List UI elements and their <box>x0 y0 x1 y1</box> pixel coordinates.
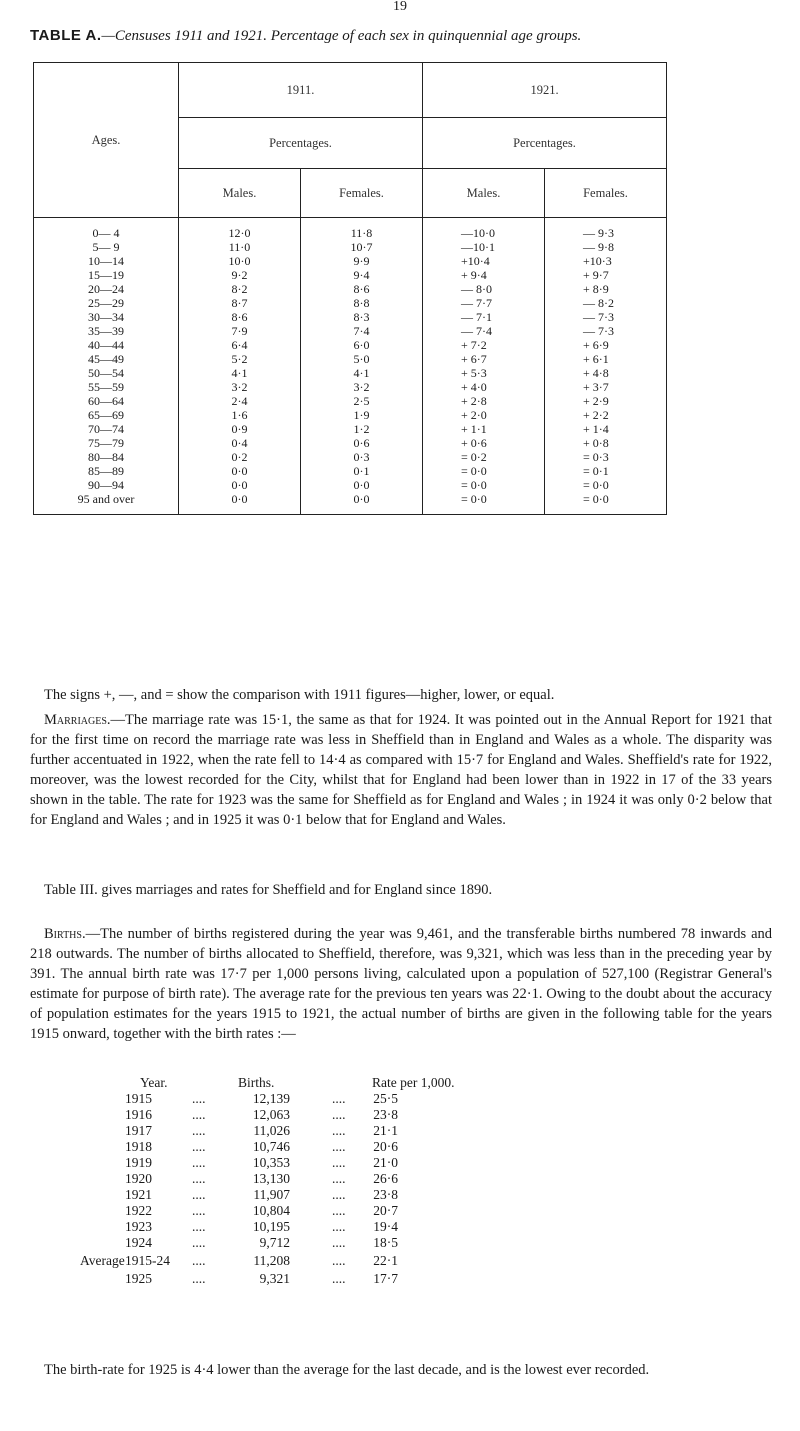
age-group-row <box>34 282 667 296</box>
females-1911-cell: 6·0 <box>301 338 423 352</box>
leader-dots: .... <box>332 1235 346 1250</box>
females-1921-cell: + 0·8 <box>545 436 667 450</box>
females-1921-cell: + 9·7 <box>545 268 667 282</box>
females-1921-cell: + 2·9 <box>545 394 667 408</box>
males-1921-header: Males. <box>423 169 545 218</box>
rate-cell: 20·7 <box>373 1203 398 1218</box>
males-1921-cell: + 6·7 <box>423 352 545 366</box>
leader-dots: .... <box>192 1187 206 1202</box>
males-1911-cell: 12·0 <box>179 218 301 241</box>
males-1921-cell: = 0·0 <box>423 478 545 492</box>
final-births: 9,321 <box>259 1271 290 1286</box>
males-1911-cell: 5·2 <box>179 352 301 366</box>
leader-dots: .... <box>192 1235 206 1250</box>
males-1911-cell: 0·0 <box>179 478 301 492</box>
males-1921-cell: = 0·0 <box>423 492 545 515</box>
males-1921-cell: —10·1 <box>423 240 545 254</box>
age-group-row <box>34 254 667 268</box>
males-1921-cell: —10·0 <box>423 218 545 241</box>
births-average-row <box>80 1253 680 1269</box>
births-cell: 10,746 <box>252 1139 290 1154</box>
births-cell: 11,907 <box>253 1187 290 1202</box>
age-cell: 5— 9 <box>34 240 179 254</box>
females-1921-cell: — 9·3 <box>545 218 667 241</box>
females-1911-cell: 10·7 <box>301 240 423 254</box>
age-group-row <box>34 380 667 394</box>
table-iii-note: Table III. gives marriages and rates for Sheffield and for England since 1890. <box>44 882 493 898</box>
males-1911-cell: 0·0 <box>179 492 301 515</box>
age-group-row <box>34 218 667 241</box>
leader-dots: .... <box>332 1271 346 1286</box>
births-row <box>80 1107 680 1123</box>
births-table <box>80 1075 680 1287</box>
leader-dots: .... <box>192 1253 206 1268</box>
females-1911-cell: 7·4 <box>301 324 423 338</box>
table-label: TABLE A. <box>30 27 102 44</box>
births-cell: 11,026 <box>253 1123 290 1138</box>
age-cell: 85—89 <box>34 464 179 478</box>
leader-dots: .... <box>332 1219 346 1234</box>
leader-dots: .... <box>192 1271 206 1286</box>
average-label: Average <box>80 1253 125 1268</box>
males-1911-cell: 3·2 <box>179 380 301 394</box>
males-1911-cell: 8·2 <box>179 282 301 296</box>
leader-dots: .... <box>192 1139 206 1154</box>
females-1911-cell: 9·9 <box>301 254 423 268</box>
births-column-header: Births. <box>238 1075 275 1090</box>
year-1911-header: 1911. <box>179 63 423 118</box>
age-cell: 45—49 <box>34 352 179 366</box>
leader-dots: .... <box>192 1123 206 1138</box>
males-1921-cell: + 2·8 <box>423 394 545 408</box>
females-1921-cell: + 2·2 <box>545 408 667 422</box>
age-cell: 10—14 <box>34 254 179 268</box>
age-cell: 60—64 <box>34 394 179 408</box>
females-1911-cell: 4·1 <box>301 366 423 380</box>
age-group-row <box>34 324 667 338</box>
females-1911-cell: 2·5 <box>301 394 423 408</box>
year-cell: 1916 <box>125 1107 152 1122</box>
age-group-row <box>34 408 667 422</box>
age-group-row <box>34 422 667 436</box>
males-1921-cell: = 0·0 <box>423 464 545 478</box>
year-cell: 1921 <box>125 1187 152 1202</box>
males-1921-cell: + 0·6 <box>423 436 545 450</box>
males-1911-cell: 2·4 <box>179 394 301 408</box>
year-cell: 1923 <box>125 1219 152 1234</box>
females-1911-cell: 5·0 <box>301 352 423 366</box>
age-group-row <box>34 366 667 380</box>
rate-cell: 23·8 <box>373 1187 398 1202</box>
females-1911-cell: 0·3 <box>301 450 423 464</box>
age-cell: 95 and over <box>34 492 179 515</box>
age-cell: 90—94 <box>34 478 179 492</box>
rate-cell: 23·8 <box>373 1107 398 1122</box>
births-row <box>80 1187 680 1203</box>
males-1911-cell: 0·4 <box>179 436 301 450</box>
females-1921-cell: — 8·2 <box>545 296 667 310</box>
leader-dots: .... <box>332 1253 346 1268</box>
males-1911-cell: 0·0 <box>179 464 301 478</box>
age-group-row <box>34 240 667 254</box>
leader-dots: .... <box>332 1155 346 1170</box>
age-group-row <box>34 478 667 492</box>
year-cell: 1917 <box>125 1123 152 1138</box>
marriages-heading: Marriages. <box>44 712 111 728</box>
males-1921-cell: + 9·4 <box>423 268 545 282</box>
age-cell: 20—24 <box>34 282 179 296</box>
births-row <box>80 1091 680 1107</box>
rate-cell: 25·5 <box>373 1091 398 1106</box>
females-1921-cell: + 4·8 <box>545 366 667 380</box>
leader-dots: .... <box>332 1091 346 1106</box>
males-1921-cell: — 7·1 <box>423 310 545 324</box>
births-row <box>80 1235 680 1251</box>
age-group-row <box>34 352 667 366</box>
females-1911-cell: 1·2 <box>301 422 423 436</box>
leader-dots: .... <box>192 1091 206 1106</box>
leader-dots: .... <box>332 1107 346 1122</box>
age-group-row <box>34 492 667 515</box>
age-group-row <box>34 464 667 478</box>
births-paragraph <box>30 924 772 1044</box>
year-column-header: Year. <box>140 1075 168 1090</box>
age-groups-body <box>34 218 667 515</box>
leader-dots: .... <box>192 1107 206 1122</box>
births-rows <box>80 1091 680 1251</box>
page-number: 19 <box>393 0 407 14</box>
females-1921-cell: = 0·3 <box>545 450 667 464</box>
males-1921-cell: +10·4 <box>423 254 545 268</box>
females-1911-cell: 1·9 <box>301 408 423 422</box>
females-1911-cell: 8·3 <box>301 310 423 324</box>
leader-dots: .... <box>192 1219 206 1234</box>
females-1911-cell: 0·6 <box>301 436 423 450</box>
females-1921-cell: + 6·9 <box>545 338 667 352</box>
females-1921-cell: + 1·4 <box>545 422 667 436</box>
age-groups-table <box>33 62 667 515</box>
marriages-text: —The marriage rate was 15·1, the same as that for 1924. It was pointed out in the Annual Report for 1921 that for the first time on record the marriage rate was less in Sheffield than in England and Wales as a whole. The disparity was further accentuated in 1922, when the rate fell to 14·4 as compared with 15·7 for England and Wales. Sheffield's rate for 1922, moreover, was the lowest recorded for the City, whilst that for England had been lower than in 1922 in 17 of the 33 years shown in the table. The rate for 1923 was the same for Sheffield as for England and Wales ; in 1924 it was only 0·2 below that for England and Wales ; and in 1925 it was 0·1 below that for England and Wales. <box>30 712 772 828</box>
births-row <box>80 1203 680 1219</box>
males-1911-cell: 10·0 <box>179 254 301 268</box>
males-1921-cell: — 7·4 <box>423 324 545 338</box>
males-1911-cell: 9·2 <box>179 268 301 282</box>
females-1911-header: Females. <box>301 169 423 218</box>
percentages-1911-header: Percentages. <box>179 118 423 169</box>
births-cell: 10,195 <box>252 1219 290 1234</box>
age-cell: 80—84 <box>34 450 179 464</box>
females-1921-cell: — 7·3 <box>545 310 667 324</box>
females-1911-cell: 0·1 <box>301 464 423 478</box>
average-rate: 22·1 <box>373 1253 398 1268</box>
age-cell: 0— 4 <box>34 218 179 241</box>
average-period: 1915-24 <box>125 1253 170 1268</box>
males-1921-cell: + 7·2 <box>423 338 545 352</box>
births-cell: 13,130 <box>252 1171 290 1186</box>
births-final-row <box>80 1271 680 1287</box>
births-cell: 12,139 <box>252 1091 290 1106</box>
leader-dots: .... <box>332 1203 346 1218</box>
births-row <box>80 1219 680 1235</box>
age-group-row <box>34 338 667 352</box>
males-1911-cell: 0·9 <box>179 422 301 436</box>
leader-dots: .... <box>192 1171 206 1186</box>
age-cell: 30—34 <box>34 310 179 324</box>
males-1921-cell: + 4·0 <box>423 380 545 394</box>
males-1921-cell: — 7·7 <box>423 296 545 310</box>
year-cell: 1922 <box>125 1203 152 1218</box>
males-1921-cell: — 8·0 <box>423 282 545 296</box>
females-1911-cell: 11·8 <box>301 218 423 241</box>
percentages-1921-header: Percentages. <box>423 118 667 169</box>
ages-header: Ages. <box>34 63 179 218</box>
leader-dots: .... <box>192 1203 206 1218</box>
age-group-row <box>34 296 667 310</box>
males-1921-cell: = 0·2 <box>423 450 545 464</box>
births-row <box>80 1139 680 1155</box>
births-row <box>80 1171 680 1187</box>
age-group-row <box>34 450 667 464</box>
males-1911-cell: 4·1 <box>179 366 301 380</box>
rate-cell: 18·5 <box>373 1235 398 1250</box>
final-rate: 17·7 <box>373 1271 398 1286</box>
age-cell: 70—74 <box>34 422 179 436</box>
births-heading: Births. <box>44 926 86 942</box>
births-cell: 9,712 <box>259 1235 290 1250</box>
males-1911-cell: 8·7 <box>179 296 301 310</box>
births-cell: 10,353 <box>252 1155 290 1170</box>
year-cell: 1919 <box>125 1155 152 1170</box>
males-1921-cell: + 1·1 <box>423 422 545 436</box>
age-group-row <box>34 310 667 324</box>
leader-dots: .... <box>332 1123 346 1138</box>
males-1921-cell: + 2·0 <box>423 408 545 422</box>
year-cell: 1924 <box>125 1235 152 1250</box>
table-title: —Censuses 1911 and 1921. Percentage of each sex in quinquennial age groups. <box>101 28 582 44</box>
births-cell: 10,804 <box>252 1203 290 1218</box>
leader-dots: .... <box>332 1171 346 1186</box>
females-1921-cell: + 3·7 <box>545 380 667 394</box>
rate-cell: 21·1 <box>373 1123 398 1138</box>
births-row <box>80 1155 680 1171</box>
females-1911-cell: 0·0 <box>301 492 423 515</box>
leader-dots: .... <box>332 1139 346 1154</box>
year-1921-header: 1921. <box>423 63 667 118</box>
age-group-row <box>34 436 667 450</box>
births-text: —The number of births registered during the year was 9,461, and the transferable births numbered 78 inwards and 218 outwards. The number of births allocated to Sheffield, therefore, was 9,321, which was less than in the preceding year by 391. The annual birth rate was 17·7 per 1,000 persons living, calculated upon a population of 527,100 (Registrar General's estimate for purpose of birth rate). The average rate for the previous ten years was 22·1. Owing to the doubt about the accuracy of population estimates for the years 1915 to 1921, the actual number of births are given in the following table for the years 1915 onward, together with the birth rates :— <box>30 926 772 1042</box>
females-1911-cell: 8·6 <box>301 282 423 296</box>
births-table-header <box>80 1075 680 1091</box>
females-1911-cell: 9·4 <box>301 268 423 282</box>
age-cell: 40—44 <box>34 338 179 352</box>
females-1921-cell: + 8·9 <box>545 282 667 296</box>
year-cell: 1915 <box>125 1091 152 1106</box>
females-1921-cell: — 7·3 <box>545 324 667 338</box>
marriages-paragraph <box>30 710 772 830</box>
rate-cell: 26·6 <box>373 1171 398 1186</box>
females-1921-header: Females. <box>545 169 667 218</box>
age-group-row <box>34 268 667 282</box>
age-cell: 25—29 <box>34 296 179 310</box>
rate-cell: 19·4 <box>373 1219 398 1234</box>
females-1911-cell: 3·2 <box>301 380 423 394</box>
rate-column-header: Rate per 1,000. <box>372 1075 455 1090</box>
males-1911-cell: 1·6 <box>179 408 301 422</box>
rate-cell: 21·0 <box>373 1155 398 1170</box>
males-1911-cell: 8·6 <box>179 310 301 324</box>
age-cell: 55—59 <box>34 380 179 394</box>
average-births: 11,208 <box>253 1253 290 1268</box>
males-1911-header: Males. <box>179 169 301 218</box>
males-1911-cell: 7·9 <box>179 324 301 338</box>
rate-cell: 20·6 <box>373 1139 398 1154</box>
table-caption <box>30 27 790 45</box>
leader-dots: .... <box>332 1187 346 1202</box>
age-group-row <box>34 394 667 408</box>
males-1911-cell: 11·0 <box>179 240 301 254</box>
males-1911-cell: 6·4 <box>179 338 301 352</box>
age-cell: 65—69 <box>34 408 179 422</box>
females-1921-cell: = 0·0 <box>545 478 667 492</box>
females-1911-cell: 0·0 <box>301 478 423 492</box>
females-1921-cell: = 0·0 <box>545 492 667 515</box>
signs-note: The signs +, —, and = show the comparison with 1911 figures—higher, lower, or equal. <box>44 687 555 703</box>
age-cell: 50—54 <box>34 366 179 380</box>
age-cell: 75—79 <box>34 436 179 450</box>
leader-dots: .... <box>192 1155 206 1170</box>
age-cell: 15—19 <box>34 268 179 282</box>
final-year: 1925 <box>125 1271 152 1286</box>
females-1921-cell: + 6·1 <box>545 352 667 366</box>
females-1911-cell: 8·8 <box>301 296 423 310</box>
year-cell: 1920 <box>125 1171 152 1186</box>
females-1921-cell: = 0·1 <box>545 464 667 478</box>
females-1921-cell: — 9·8 <box>545 240 667 254</box>
females-1921-cell: +10·3 <box>545 254 667 268</box>
males-1921-cell: + 5·3 <box>423 366 545 380</box>
births-cell: 12,063 <box>252 1107 290 1122</box>
births-row <box>80 1123 680 1139</box>
males-1911-cell: 0·2 <box>179 450 301 464</box>
age-cell: 35—39 <box>34 324 179 338</box>
closing-paragraph: The birth-rate for 1925 is 4·4 lower than the average for the last decade, and is the lowest ever recorded. <box>44 1362 650 1378</box>
year-cell: 1918 <box>125 1139 152 1154</box>
